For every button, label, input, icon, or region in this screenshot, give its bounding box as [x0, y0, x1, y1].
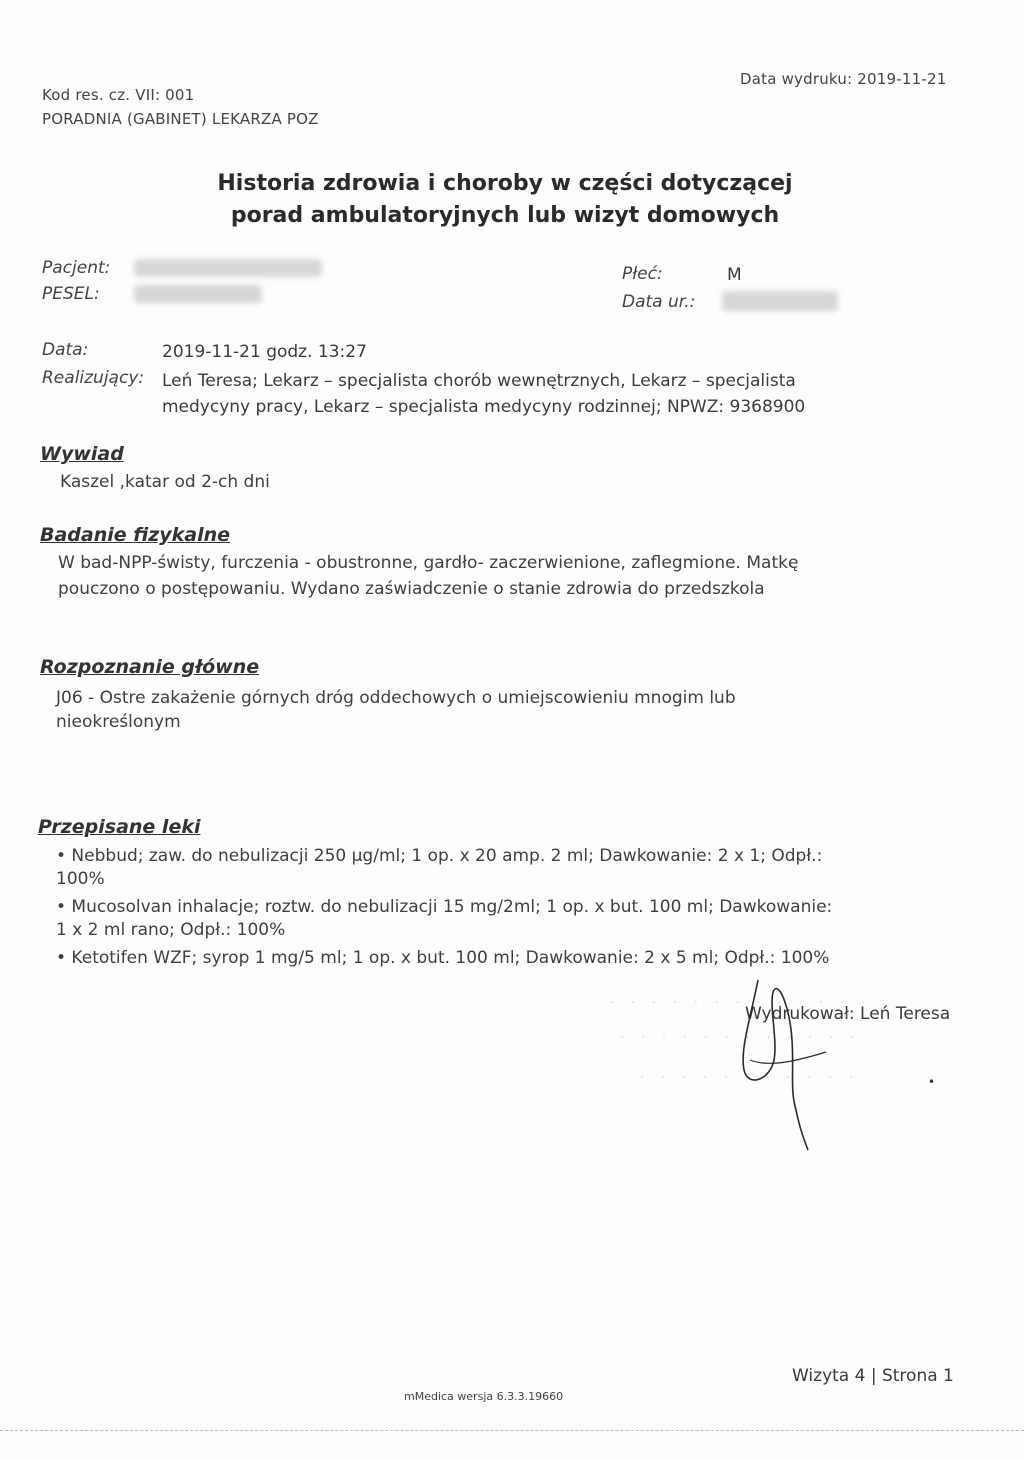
data-wydruku: Data wydruku: 2019-11-21 — [740, 70, 947, 88]
badanie-line-2: pouczono o postępowaniu. Wydano zaświadczenie o stanie zdrowia do przedszkola — [58, 579, 765, 599]
data-ur-label: Data ur.: — [622, 292, 696, 312]
drug-item-line-2: 100% — [56, 869, 105, 889]
wydrukowal: Wydrukował: Leń Teresa — [745, 1004, 951, 1024]
pacjent-label: Pacjent: — [42, 258, 111, 278]
badanie-line-1: W bad-NPP-świsty, furczenia - obustronne, gardło- zaczerwienione, zaflegmione. Matkę — [58, 553, 799, 573]
realizujacy-line-1: Leń Teresa; Lekarz – specjalista chorób wewnętrznych, Lekarz – specjalista — [162, 371, 796, 391]
software-version: mMedica wersja 6.3.3.19660 — [404, 1390, 564, 1403]
data-label: Data: — [42, 340, 89, 360]
page-number: Wizyta 4 | Strona 1 — [792, 1366, 954, 1386]
title-line-2: porad ambulatoryjnych lub wizyt domowych — [230, 203, 780, 228]
leki-heading: Przepisane leki — [38, 816, 201, 838]
pacjent-redacted — [134, 259, 322, 277]
handwritten-signature — [730, 960, 850, 1160]
pesel-redacted — [134, 285, 262, 303]
realizujacy-label: Realizujący: — [42, 368, 145, 388]
wywiad-text: Kaszel ,katar od 2-ch dni — [60, 472, 270, 492]
wywiad-heading: Wywiad — [40, 443, 124, 465]
document-title — [150, 168, 860, 232]
dot-mark: • — [928, 1075, 936, 1089]
pesel-label: PESEL: — [42, 284, 100, 304]
poradnia: PORADNIA (GABINET) LEKARZA POZ — [42, 110, 319, 128]
badanie-heading: Badanie fizykalne — [40, 524, 231, 546]
faded-stamp: · · · · · · · · · · · — [640, 1070, 860, 1086]
drug-item-line-1: • Mucosolvan inhalacje; roztw. do nebulizacji 15 mg/2ml; 1 op. x but. 100 ml; Dawkowanie: — [56, 897, 833, 917]
rozpoznanie-heading: Rozpoznanie główne — [40, 656, 260, 678]
data-value: 2019-11-21 godz. 13:27 — [162, 342, 367, 362]
data-ur-redacted — [722, 291, 838, 311]
plec-label: Płeć: — [622, 264, 663, 284]
drug-item-line-2: 1 x 2 ml rano; Odpł.: 100% — [56, 920, 286, 940]
faded-stamp: · · · · · · · · · · · · · — [610, 995, 872, 1011]
plec-value: M — [727, 265, 742, 285]
drug-item-line-1: • Ketotifen WZF; syrop 1 mg/5 ml; 1 op. x but. 100 ml; Dawkowanie: 2 x 5 ml; Odpł.: 100% — [56, 948, 830, 968]
kod-res: Kod res. cz. VII: 001 — [42, 86, 195, 104]
drug-item-line-1: • Nebbud; zaw. do nebulizacji 250 µg/ml; 1 op. x 20 amp. 2 ml; Dawkowanie: 2 x 1; Odpł.: — [56, 846, 823, 866]
title-line-1: Historia zdrowia i choroby w części dotyczącej — [217, 171, 793, 196]
rozpoznanie-line-2: nieokreślonym — [56, 712, 181, 732]
bottom-divider — [0, 1430, 1024, 1431]
realizujacy-line-2: medycyny pracy, Lekarz – specjalista medycyny rodzinnej; NPWZ: 9368900 — [162, 397, 806, 417]
rozpoznanie-line-1: J06 - Ostre zakażenie górnych dróg oddechowych o umiejscowieniu mnogim lub — [56, 688, 736, 708]
faded-stamp: · · · · · · · · · · · · — [620, 1030, 861, 1046]
